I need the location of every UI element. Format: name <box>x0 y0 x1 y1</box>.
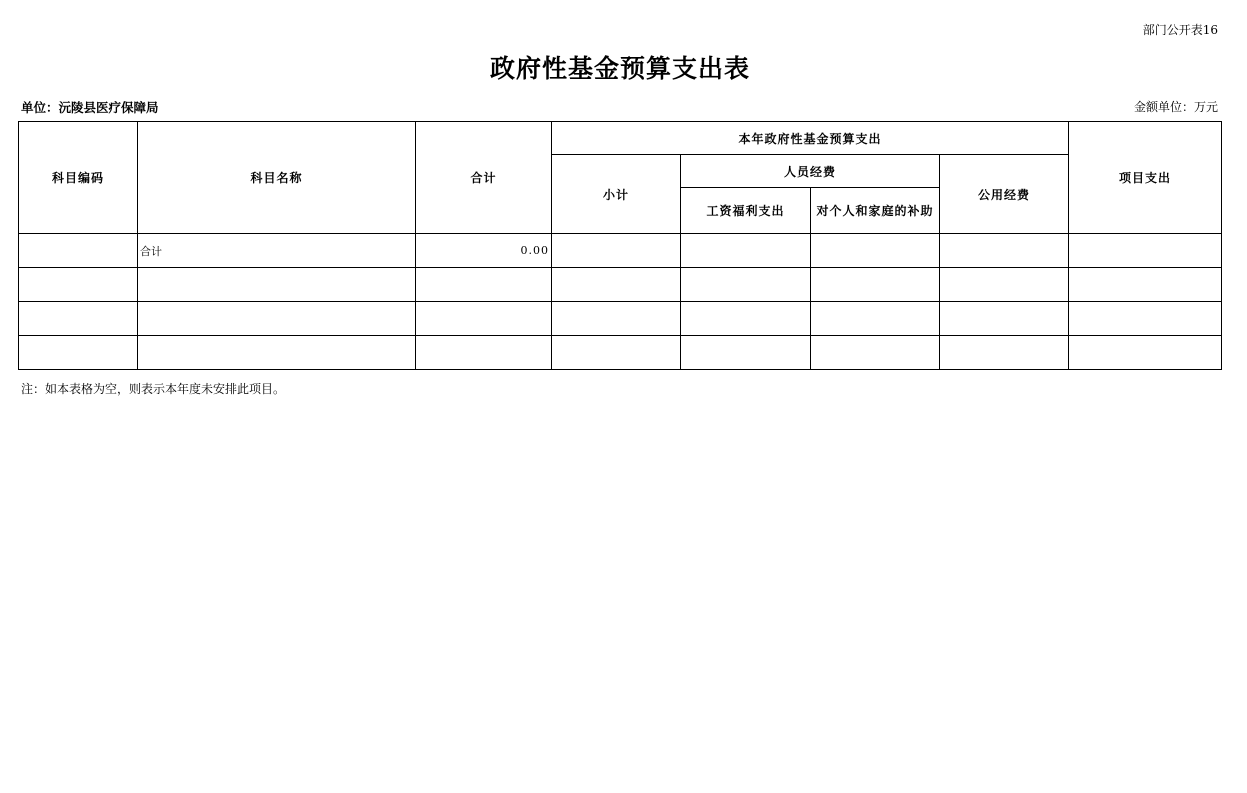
table-row <box>19 336 1222 370</box>
amount-unit: 金额单位：万元 <box>1133 100 1218 114</box>
cell-subsidy <box>811 302 940 336</box>
cell-wages <box>681 302 811 336</box>
cell-name <box>138 302 416 336</box>
cell-project <box>1069 302 1222 336</box>
header-current-year: 本年政府性基金预算支出 <box>552 122 1069 155</box>
cell-subsidy <box>811 234 940 268</box>
cell-code <box>19 234 138 268</box>
cell-name <box>138 336 416 370</box>
table-number: 部门公开表16 <box>1142 23 1218 37</box>
page-title: 政府性基金预算支出表 <box>489 54 750 83</box>
header-total: 合计 <box>416 122 552 234</box>
cell-name <box>138 268 416 302</box>
fund-expenditure-table <box>18 121 1222 370</box>
department-unit: 单位：沅陵县医疗保障局 <box>21 100 159 115</box>
cell-public <box>940 336 1069 370</box>
cell-wages <box>681 268 811 302</box>
header-project: 项目支出 <box>1069 122 1222 234</box>
cell-public <box>940 302 1069 336</box>
cell-wages <box>681 234 811 268</box>
header-wages: 工资福利支出 <box>681 188 811 234</box>
cell-wages <box>681 336 811 370</box>
cell-code <box>19 336 138 370</box>
header-personnel: 人员经费 <box>681 155 940 188</box>
cell-subsidy <box>811 336 940 370</box>
cell-subtotal <box>552 336 681 370</box>
cell-subsidy <box>811 268 940 302</box>
cell-total <box>416 302 552 336</box>
cell-project <box>1069 268 1222 302</box>
header-public: 公用经费 <box>940 155 1069 234</box>
cell-total <box>416 268 552 302</box>
header-code: 科目编码 <box>19 122 138 234</box>
cell-public <box>940 268 1069 302</box>
footnote: 注：如本表格为空，则表示本年度未安排此项目。 <box>21 382 286 396</box>
cell-public <box>940 234 1069 268</box>
header-subtotal: 小计 <box>552 155 681 234</box>
header-subsidy: 对个人和家庭的补助 <box>811 188 940 234</box>
cell-subtotal <box>552 234 681 268</box>
table-row <box>19 234 1222 268</box>
cell-code <box>19 268 138 302</box>
cell-total: 0.00 <box>416 234 552 268</box>
cell-code <box>19 302 138 336</box>
cell-name: 合计 <box>138 234 416 268</box>
table-row <box>19 302 1222 336</box>
cell-subtotal <box>552 268 681 302</box>
header-name: 科目名称 <box>138 122 416 234</box>
cell-subtotal <box>552 302 681 336</box>
table-row <box>19 268 1222 302</box>
cell-total <box>416 336 552 370</box>
cell-project <box>1069 336 1222 370</box>
cell-project <box>1069 234 1222 268</box>
